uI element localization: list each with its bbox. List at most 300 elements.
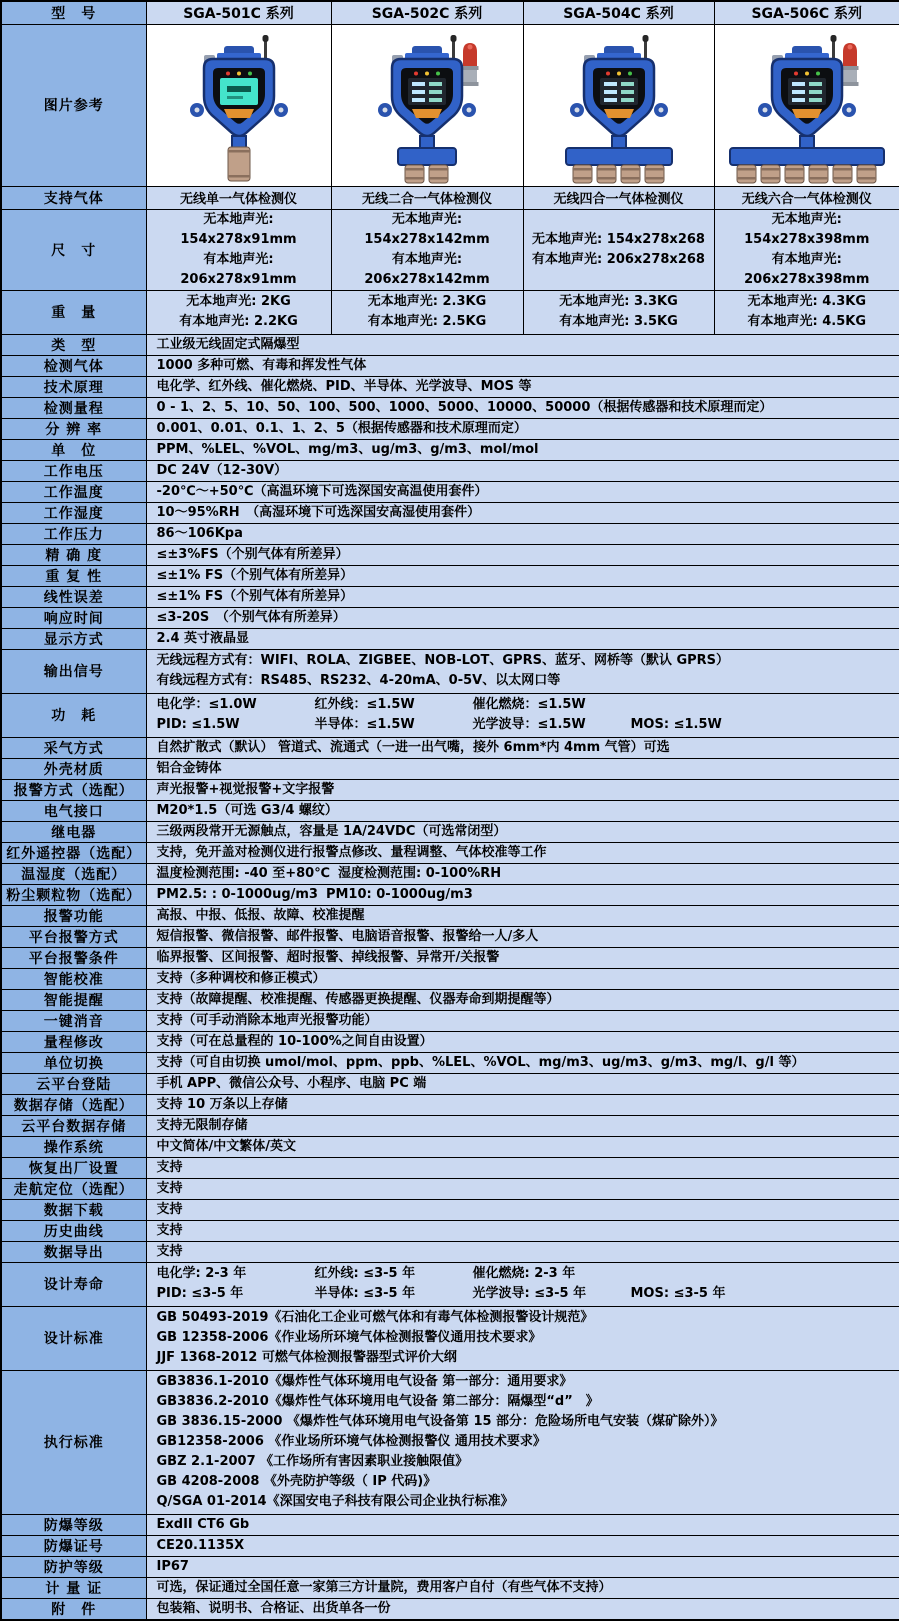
spec-value-cell bbox=[146, 1052, 899, 1073]
spec-value-cell bbox=[146, 1136, 899, 1157]
spec-row bbox=[1, 439, 899, 460]
spec-text: IP67 bbox=[157, 1559, 189, 1574]
spec-text: 0 - 1、2、5、10、50、100、500、1000、5000、10000、50000（根据传感器和技术原理而定） bbox=[157, 400, 773, 415]
spec-row-label: 平台报警条件 bbox=[1, 947, 146, 968]
spec-line bbox=[157, 503, 899, 523]
spec-value-cell bbox=[146, 544, 899, 565]
spec-row bbox=[1, 418, 899, 439]
size-cell bbox=[146, 209, 331, 290]
spec-row-label: 计 量 证 bbox=[1, 1577, 146, 1598]
spec-row-label: 线性误差 bbox=[1, 586, 146, 607]
spec-line bbox=[157, 566, 899, 586]
spec-value-cell bbox=[146, 1556, 899, 1577]
spec-line bbox=[157, 780, 899, 800]
spec-row bbox=[1, 1220, 899, 1241]
spec-text: 红外线：≤1.5W bbox=[315, 695, 465, 715]
weight-cell bbox=[146, 290, 331, 334]
spec-line bbox=[157, 969, 899, 989]
spec-line bbox=[157, 524, 899, 544]
weight-row-label: 重 量 bbox=[1, 290, 146, 334]
sensor-probe bbox=[857, 165, 876, 183]
supported-gas-row bbox=[1, 186, 899, 209]
spec-text: DC 24V（12-30V） bbox=[157, 463, 288, 478]
spec-text: 声光报警+视觉报警+文字报警 bbox=[157, 782, 335, 797]
spec-text: M20*1.5（可选 G3/4 螺纹） bbox=[157, 803, 338, 818]
spec-row bbox=[1, 355, 899, 376]
spec-value-cell bbox=[146, 926, 899, 947]
spec-value-cell bbox=[146, 1514, 899, 1535]
spec-row bbox=[1, 1178, 899, 1199]
spec-line bbox=[157, 1264, 899, 1284]
spec-row-label: 平台报警方式 bbox=[1, 926, 146, 947]
spec-value-cell bbox=[146, 1241, 899, 1262]
spec-row-label: 粉尘颗粒物（选配） bbox=[1, 884, 146, 905]
spec-row bbox=[1, 523, 899, 544]
spec-row bbox=[1, 758, 899, 779]
spec-value-cell bbox=[146, 1535, 899, 1556]
spec-value-cell bbox=[146, 693, 899, 737]
spec-text: 有线远程方式有：RS485、RS232、4-20mA、0-5V、以太网口等 bbox=[157, 673, 561, 688]
product-image-row bbox=[1, 24, 899, 186]
sensor-probe bbox=[405, 165, 424, 183]
spec-line bbox=[157, 843, 899, 863]
spec-value-cell bbox=[146, 1577, 899, 1598]
spec-text: 10～95%RH （高湿环境下可选深国安高湿使用套件） bbox=[157, 505, 481, 520]
spec-text: 半导体：≤1.5W bbox=[315, 715, 465, 735]
spec-line bbox=[157, 1536, 899, 1556]
spec-row bbox=[1, 481, 899, 502]
spec-row-label: 精 确 度 bbox=[1, 544, 146, 565]
spec-row bbox=[1, 397, 899, 418]
spec-line bbox=[157, 885, 899, 905]
spec-value-cell bbox=[146, 779, 899, 800]
spec-line bbox=[157, 1242, 899, 1262]
spec-text: 支持（可自由切换 umol/mol、ppm、ppb、%LEL、%VOL、mg/m3、ug/m3、g/m3、mg/l、g/l 等） bbox=[157, 1055, 805, 1070]
spec-text: PID: ≤1.5W bbox=[157, 715, 307, 735]
spec-text: 手机 APP、微信公众号、小程序、电脑 PC 端 bbox=[157, 1076, 427, 1091]
spec-value-cell bbox=[146, 355, 899, 376]
spec-row-label: 走航定位（选配） bbox=[1, 1178, 146, 1199]
gas-type-cell: 无线四合一气体检测仪 bbox=[523, 186, 714, 209]
product-image-cell bbox=[331, 24, 523, 186]
spec-line bbox=[157, 1074, 899, 1094]
spec-value-cell bbox=[146, 586, 899, 607]
spec-text: ≤±1% FS（个别气体有所差异） bbox=[157, 589, 354, 604]
spec-line bbox=[157, 1452, 899, 1472]
spec-row-label: 功 耗 bbox=[1, 693, 146, 737]
spec-row-label: 数据导出 bbox=[1, 1241, 146, 1262]
spec-row bbox=[1, 544, 899, 565]
spec-row bbox=[1, 821, 899, 842]
sensor-probe bbox=[737, 165, 756, 183]
spec-row-label: 电气接口 bbox=[1, 800, 146, 821]
spec-value-cell bbox=[146, 1073, 899, 1094]
spec-row-label: 历史曲线 bbox=[1, 1220, 146, 1241]
spec-text: 临界报警、区间报警、超时报警、掉线报警、异常开/关报警 bbox=[157, 950, 500, 965]
spec-text: 支持（多种调校和修正模式） bbox=[157, 971, 326, 986]
spec-line bbox=[157, 1348, 899, 1368]
spec-line bbox=[157, 1137, 899, 1157]
spec-text: 支持 bbox=[157, 1202, 183, 1217]
sensor-probe bbox=[228, 147, 250, 181]
spec-row-label: 类 型 bbox=[1, 334, 146, 355]
spec-text: MOS: ≤1.5W bbox=[631, 715, 722, 735]
spec-row-label: 温湿度（选配） bbox=[1, 863, 146, 884]
spec-text: PPM、%LEL、%VOL、mg/m3、ug/m3、g/m3、mol/mol bbox=[157, 442, 539, 457]
spec-text: PM10: 0-1000ug/m3 bbox=[326, 885, 473, 905]
spec-line bbox=[157, 1179, 899, 1199]
spec-value-cell bbox=[146, 481, 899, 502]
spec-row bbox=[1, 779, 899, 800]
spec-value-cell bbox=[146, 334, 899, 355]
spec-line bbox=[157, 377, 899, 397]
spec-text: 包装箱、说明书、合格证、出货单各一份 bbox=[157, 1601, 391, 1616]
gas-row-label: 支持气体 bbox=[1, 186, 146, 209]
product-image-cell bbox=[523, 24, 714, 186]
spec-text: 红外线: ≤3-5 年 bbox=[315, 1264, 465, 1284]
spec-row-label: 外壳材质 bbox=[1, 758, 146, 779]
sensor-probe bbox=[621, 165, 640, 183]
spec-line bbox=[157, 906, 899, 926]
spec-line bbox=[157, 1578, 899, 1598]
spec-line bbox=[157, 1053, 899, 1073]
spec-text: GB 50493-2019《石油化工企业可燃气体和有毒气体检测报警设计规范》 bbox=[157, 1310, 594, 1325]
spec-value-cell bbox=[146, 649, 899, 693]
spec-row bbox=[1, 376, 899, 397]
spec-text: 光学波导：≤1.5W bbox=[473, 715, 623, 735]
spec-line bbox=[157, 822, 899, 842]
alarm-beacon-icon bbox=[841, 43, 858, 86]
spec-line bbox=[157, 587, 899, 607]
spec-row bbox=[1, 628, 899, 649]
weight-line: 有本地声光: 2.2KG bbox=[147, 312, 331, 332]
weight-line: 无本地声光: 3.3KG bbox=[524, 292, 714, 312]
spec-text: 无线远程方式有：WIFI、ROLA、ZIGBEE、NOB-LOT、GPRS、蓝牙、网桥等（默认 GPRS） bbox=[157, 653, 730, 668]
spec-row-label: 继电器 bbox=[1, 821, 146, 842]
spec-text: 1000 多种可燃、有毒和挥发性气体 bbox=[157, 358, 367, 373]
spec-value-cell bbox=[146, 1010, 899, 1031]
spec-text: 电化学、红外线、催化燃烧、PID、半导体、光学波导、MOS 等 bbox=[157, 379, 532, 394]
spec-row-label: 单 位 bbox=[1, 439, 146, 460]
spec-row-label: 技术原理 bbox=[1, 376, 146, 397]
gas-type-cell: 无线单一气体检测仪 bbox=[146, 186, 331, 209]
model-header-row bbox=[1, 1, 899, 24]
sensor-probe bbox=[785, 165, 804, 183]
spec-row bbox=[1, 1115, 899, 1136]
spec-text: 支持 bbox=[157, 1244, 183, 1259]
spec-text: 支持（故障提醒、校准提醒、传感器更换提醒、仪器寿命到期提醒等） bbox=[157, 992, 560, 1007]
spec-line bbox=[157, 1328, 899, 1348]
spec-text: -20℃～+50℃（高温环境下可选深国安高温使用套件） bbox=[157, 484, 488, 499]
spec-row bbox=[1, 460, 899, 481]
spec-text: MOS: ≤3-5 年 bbox=[631, 1284, 726, 1304]
spec-text: 2.4 英寸液晶显 bbox=[157, 631, 250, 646]
spec-row bbox=[1, 1157, 899, 1178]
spec-line bbox=[157, 948, 899, 968]
weight-line: 有本地声光: 2.5KG bbox=[332, 312, 523, 332]
spec-row-label: 响应时间 bbox=[1, 607, 146, 628]
spec-line bbox=[157, 1392, 899, 1412]
weight-cell bbox=[714, 290, 899, 334]
spec-text: 支持 bbox=[157, 1181, 183, 1196]
spec-value-cell bbox=[146, 1178, 899, 1199]
spec-text: 湿度检测范围: 0-100%RH bbox=[338, 864, 501, 884]
spec-value-cell bbox=[146, 460, 899, 481]
size-cell bbox=[331, 209, 523, 290]
spec-row-label: 分 辨 率 bbox=[1, 418, 146, 439]
spec-line bbox=[157, 864, 899, 884]
gas-detector-image bbox=[335, 26, 519, 184]
size-row bbox=[1, 209, 899, 290]
size-line: 无本地声光: 154x278x268 bbox=[524, 230, 714, 250]
spec-line bbox=[157, 759, 899, 779]
spec-value-cell bbox=[146, 737, 899, 758]
sensor-probe bbox=[645, 165, 664, 183]
spec-row-label: 云平台登陆 bbox=[1, 1073, 146, 1094]
spec-line bbox=[157, 1372, 899, 1392]
spec-row bbox=[1, 884, 899, 905]
spec-value-cell bbox=[146, 1598, 899, 1620]
size-line: 有本地声光: 206x278x268 bbox=[524, 250, 714, 270]
spec-value-cell bbox=[146, 376, 899, 397]
spec-text: CE20.1135X bbox=[157, 1538, 245, 1553]
sensor-probe bbox=[573, 165, 592, 183]
size-line: 无本地声光: 154x278x91mm bbox=[147, 210, 331, 250]
weight-line: 无本地声光: 4.3KG bbox=[715, 292, 899, 312]
spec-table-body bbox=[1, 1, 899, 1620]
spec-line bbox=[157, 461, 899, 481]
spec-text: 支持无限制存储 bbox=[157, 1118, 248, 1133]
sensor-probe bbox=[761, 165, 780, 183]
size-line: 有本地声光: 206x278x398mm bbox=[715, 250, 899, 290]
spec-row bbox=[1, 1199, 899, 1220]
spec-text: PM2.5: : 0-1000ug/m3 bbox=[157, 885, 318, 905]
spec-line bbox=[157, 990, 899, 1010]
spec-line bbox=[157, 440, 899, 460]
spec-row-label: 检测气体 bbox=[1, 355, 146, 376]
spec-row bbox=[1, 1262, 899, 1306]
spec-row-label: 检测量程 bbox=[1, 397, 146, 418]
sensor-probe bbox=[429, 165, 448, 183]
product-image-cell bbox=[714, 24, 899, 186]
gas-detector-image bbox=[715, 26, 899, 184]
spec-line bbox=[157, 1557, 899, 1577]
spec-text: JJF 1368-2012 可燃气体检测报警器型式评价大纲 bbox=[157, 1350, 457, 1365]
gas-type-cell: 无线二合一气体检测仪 bbox=[331, 186, 523, 209]
spec-row-label: 红外遥控器（选配） bbox=[1, 842, 146, 863]
spec-line bbox=[157, 1492, 899, 1512]
spec-row bbox=[1, 1514, 899, 1535]
spec-row-label: 恢复出厂设置 bbox=[1, 1157, 146, 1178]
spec-value-cell bbox=[146, 842, 899, 863]
spec-row-label: 工作电压 bbox=[1, 460, 146, 481]
spec-row bbox=[1, 947, 899, 968]
spec-text: 三级两段常开无源触点，容量是 1A/24VDC（可选常闭型） bbox=[157, 824, 507, 839]
spec-value-cell bbox=[146, 1262, 899, 1306]
spec-line bbox=[157, 545, 899, 565]
spec-text: 工业级无线固定式隔爆型 bbox=[157, 337, 300, 352]
spec-line bbox=[157, 671, 899, 691]
spec-text: 0.001、0.01、0.1、1、2、5（根据传感器和技术原理而定） bbox=[157, 421, 527, 436]
spec-value-cell bbox=[146, 607, 899, 628]
gas-type-cell: 无线六合一气体检测仪 bbox=[714, 186, 899, 209]
spec-line bbox=[157, 1284, 899, 1304]
spec-row bbox=[1, 1094, 899, 1115]
spec-line bbox=[157, 419, 899, 439]
sensor-probe bbox=[809, 165, 828, 183]
spec-row-label: 设计标准 bbox=[1, 1306, 146, 1370]
spec-value-cell bbox=[146, 502, 899, 523]
spec-row-label: 操作系统 bbox=[1, 1136, 146, 1157]
size-line: 无本地声光: 154x278x142mm bbox=[332, 210, 523, 250]
spec-row bbox=[1, 1073, 899, 1094]
spec-line bbox=[157, 1599, 899, 1619]
spec-text: GB 4208-2008 《外壳防护等级（ IP 代码)》 bbox=[157, 1474, 437, 1489]
weight-row bbox=[1, 290, 899, 334]
spec-line bbox=[157, 398, 899, 418]
spec-text: GB3836.1-2010《爆炸性气体环境用电气设备 第一部分：通用要求》 bbox=[157, 1374, 573, 1389]
spec-text: 催化燃烧: 2-3 年 bbox=[473, 1264, 576, 1284]
gas-detector-image bbox=[527, 26, 711, 184]
spec-line bbox=[157, 1032, 899, 1052]
model-row-label: 型 号 bbox=[1, 1, 146, 24]
spec-value-cell bbox=[146, 439, 899, 460]
weight-line: 有本地声光: 3.5KG bbox=[524, 312, 714, 332]
alarm-beacon-icon bbox=[462, 43, 479, 86]
spec-text: ≤±1% FS（个别气体有所差异） bbox=[157, 568, 354, 583]
spec-row bbox=[1, 1306, 899, 1370]
spec-text: 支持 bbox=[157, 1160, 183, 1175]
spec-row-label: 单位切换 bbox=[1, 1052, 146, 1073]
spec-row bbox=[1, 334, 899, 355]
spec-line bbox=[157, 482, 899, 502]
spec-row-label: 输出信号 bbox=[1, 649, 146, 693]
size-cell bbox=[714, 209, 899, 290]
spec-value-cell bbox=[146, 884, 899, 905]
spec-row-label: 工作压力 bbox=[1, 523, 146, 544]
spec-text: 铝合金铸体 bbox=[157, 761, 222, 776]
spec-row bbox=[1, 693, 899, 737]
spec-row bbox=[1, 1556, 899, 1577]
spec-row-label: 一键消音 bbox=[1, 1010, 146, 1031]
spec-text: PID: ≤3-5 年 bbox=[157, 1284, 307, 1304]
product-image-cell bbox=[146, 24, 331, 186]
spec-row bbox=[1, 1052, 899, 1073]
spec-text: 支持（可手动消除本地声光报警功能） bbox=[157, 1013, 378, 1028]
spec-row bbox=[1, 863, 899, 884]
spec-row-label: 智能校准 bbox=[1, 968, 146, 989]
spec-row-label: 智能提醒 bbox=[1, 989, 146, 1010]
spec-value-cell bbox=[146, 1157, 899, 1178]
spec-text: ≤3-20S （个别气体有所差异） bbox=[157, 610, 346, 625]
spec-row-label: 数据下载 bbox=[1, 1199, 146, 1220]
spec-row-label: 防护等级 bbox=[1, 1556, 146, 1577]
spec-value-cell bbox=[146, 1370, 899, 1514]
spec-row bbox=[1, 1577, 899, 1598]
spec-value-cell bbox=[146, 397, 899, 418]
spec-value-cell bbox=[146, 758, 899, 779]
spec-line bbox=[157, 1515, 899, 1535]
spec-row bbox=[1, 842, 899, 863]
spec-row-label: 执行标准 bbox=[1, 1370, 146, 1514]
spec-text: GB 12358-2006《作业场所环境气体检测报警仪通用技术要求》 bbox=[157, 1330, 542, 1345]
spec-text: Q/SGA 01-2014《深国安电子科技有限公司企业执行标准》 bbox=[157, 1494, 514, 1509]
spec-text: 自然扩散式（默认） 管道式、流通式（一进一出气嘴，接外 6mm*内 4mm 气管）可选 bbox=[157, 740, 670, 755]
spec-row bbox=[1, 1535, 899, 1556]
spec-row bbox=[1, 737, 899, 758]
spec-line bbox=[157, 1472, 899, 1492]
model-header-cell: SGA-501C 系列 bbox=[146, 1, 331, 24]
spec-row bbox=[1, 607, 899, 628]
spec-value-cell bbox=[146, 1220, 899, 1241]
spec-text: ExdII CT6 Gb bbox=[157, 1517, 250, 1532]
spec-text: GB 3836.15-2000 《爆炸性气体环境用电气设备第 15 部分：危险场所电气安装（煤矿除外）》 bbox=[157, 1414, 724, 1429]
spec-text: 支持 bbox=[157, 1223, 183, 1238]
spec-value-cell bbox=[146, 1199, 899, 1220]
spec-text: 催化燃烧：≤1.5W bbox=[473, 695, 586, 715]
spec-value-cell bbox=[146, 800, 899, 821]
spec-row-label: 报警方式（选配） bbox=[1, 779, 146, 800]
spec-row-label: 设计寿命 bbox=[1, 1262, 146, 1306]
size-row-label: 尺 寸 bbox=[1, 209, 146, 290]
spec-value-cell bbox=[146, 863, 899, 884]
spec-row-label: 采气方式 bbox=[1, 737, 146, 758]
spec-text: 支持，免开盖对检测仪进行报警点修改、量程调整、气体校准等工作 bbox=[157, 845, 547, 860]
spec-row bbox=[1, 1370, 899, 1514]
spec-line bbox=[157, 608, 899, 628]
spec-text: 电化学：≤1.0W bbox=[157, 695, 307, 715]
spec-text: 温度检测范围: -40 至+80℃ bbox=[157, 864, 330, 884]
spec-text: 中文简体/中文繁体/英文 bbox=[157, 1139, 297, 1154]
spec-value-cell bbox=[146, 523, 899, 544]
spec-line bbox=[157, 1308, 899, 1328]
spec-row-label: 报警功能 bbox=[1, 905, 146, 926]
spec-row bbox=[1, 1010, 899, 1031]
spec-row bbox=[1, 1241, 899, 1262]
spec-value-cell bbox=[146, 968, 899, 989]
spec-row-label: 云平台数据存储 bbox=[1, 1115, 146, 1136]
spec-text: ≤±3%FS（个别气体有所差异） bbox=[157, 547, 349, 562]
spec-text: 支持（可在总量程的 10-100%之间自由设置） bbox=[157, 1034, 433, 1049]
spec-text: GBZ 2.1-2007 《工作场所有害因素职业接触限值》 bbox=[157, 1454, 469, 1469]
spec-row-label: 附 件 bbox=[1, 1598, 146, 1620]
size-line: 有本地声光: 206x278x142mm bbox=[332, 250, 523, 290]
spec-row bbox=[1, 989, 899, 1010]
spec-row-label: 重 复 性 bbox=[1, 565, 146, 586]
picture-row-label: 图片参考 bbox=[1, 24, 146, 186]
spec-line bbox=[157, 801, 899, 821]
spec-line bbox=[157, 1011, 899, 1031]
spec-line bbox=[157, 715, 899, 735]
spec-line bbox=[157, 629, 899, 649]
spec-text: GB3836.2-2010《爆炸性气体环境用电气设备 第二部分：隔爆型“d” 》 bbox=[157, 1394, 599, 1409]
sensor-probe bbox=[597, 165, 616, 183]
spec-line bbox=[157, 356, 899, 376]
spec-text: 短信报警、微信报警、邮件报警、电脑语音报警、报警给一人/多人 bbox=[157, 929, 539, 944]
weight-line: 有本地声光: 4.5KG bbox=[715, 312, 899, 332]
spec-line bbox=[157, 1158, 899, 1178]
spec-value-cell bbox=[146, 628, 899, 649]
spec-line bbox=[157, 1200, 899, 1220]
spec-line bbox=[157, 1221, 899, 1241]
spec-row bbox=[1, 1136, 899, 1157]
spec-row bbox=[1, 1598, 899, 1620]
spec-row bbox=[1, 800, 899, 821]
spec-text: 半导体: ≤3-5 年 bbox=[315, 1284, 465, 1304]
spec-line bbox=[157, 738, 899, 758]
spec-value-cell bbox=[146, 1094, 899, 1115]
model-header-cell: SGA-502C 系列 bbox=[331, 1, 523, 24]
